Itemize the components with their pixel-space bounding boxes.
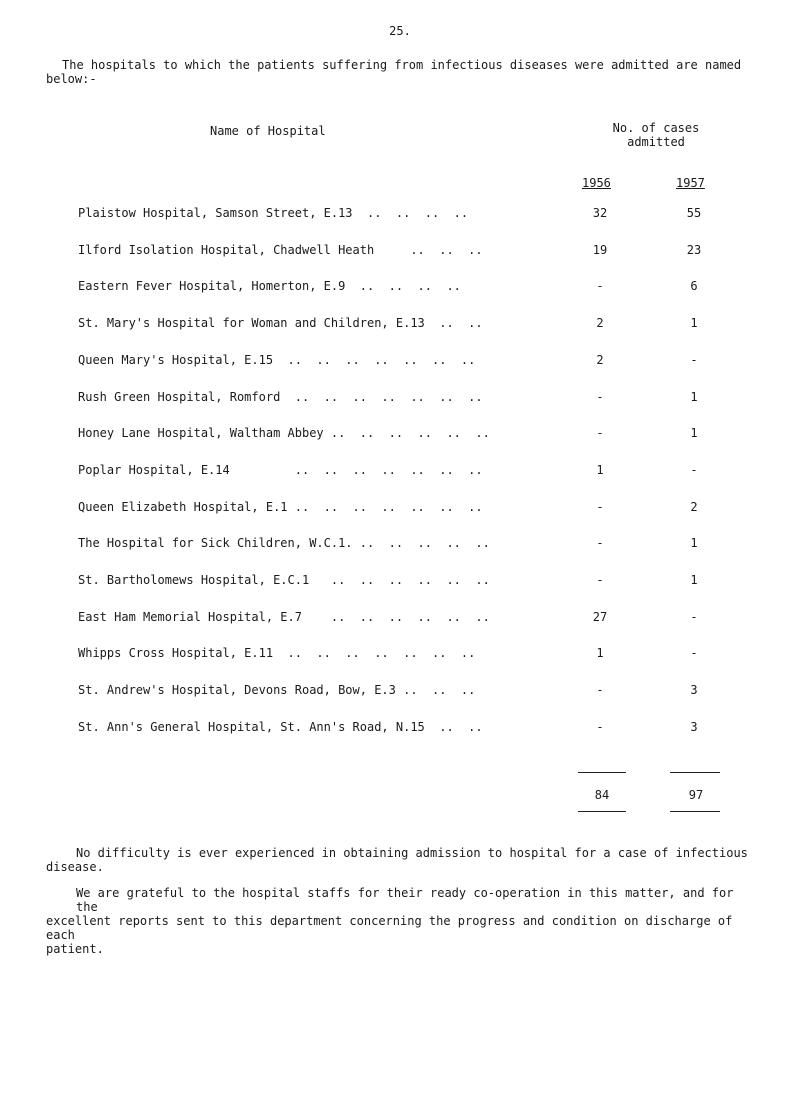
cases-1957: 1	[690, 573, 698, 587]
cases-1956: -	[596, 719, 604, 734]
cases-1956: 2	[596, 316, 604, 331]
hospital-name: Poplar Hospital, E.14 .. .. .. .. .. .. ..	[78, 462, 483, 477]
total-rule-top-1957	[670, 772, 720, 773]
cases-1957: -	[690, 462, 698, 477]
table-row	[78, 720, 738, 736]
admission-line-2: disease.	[46, 860, 104, 874]
hospital-name: The Hospital for Sick Children, W.C.1. .. .. .. .. ..	[78, 536, 490, 551]
cases-1956: -	[596, 279, 604, 294]
table-row	[78, 426, 738, 442]
intro-paragraph	[46, 58, 758, 86]
cases-1957: 1	[690, 536, 698, 551]
table-row	[78, 500, 738, 516]
cases-1957: 1	[690, 389, 698, 404]
admission-paragraph	[46, 846, 758, 874]
table-row	[78, 206, 738, 222]
hospital-name: St. Bartholomews Hospital, E.C.1 .. .. .. .. .. ..	[78, 573, 490, 587]
hospital-name: Eastern Fever Hospital, Homerton, E.9 .. .. .. ..	[78, 279, 461, 294]
hospital-name: Queen Mary's Hospital, E.15 .. .. .. .. .. .. ..	[78, 352, 476, 367]
hospital-name: St. Mary's Hospital for Woman and Children, E.13 .. ..	[78, 316, 483, 331]
cases-1957: 6	[690, 279, 698, 294]
cases-1956: 19	[592, 242, 608, 257]
cases-1957: 23	[686, 242, 702, 257]
total-rule-bottom-1957	[670, 811, 720, 812]
cases-1957: 1	[690, 426, 698, 441]
year-1957-header: 1957	[676, 176, 705, 190]
table-row	[78, 536, 738, 552]
cases-1956: 27	[592, 609, 608, 624]
table-row	[78, 316, 738, 332]
intro-line-1: The hospitals to which the patients suffering from infectious diseases were admitted are named	[62, 58, 742, 72]
hospital-name: Whipps Cross Hospital, E.11 .. .. .. .. .. .. ..	[78, 646, 476, 661]
cases-1956: 32	[592, 206, 608, 220]
hospital-name: St. Andrew's Hospital, Devons Road, Bow, E.3 .. .. ..	[78, 683, 476, 698]
total-1957: 97	[688, 788, 704, 802]
cases-1957: -	[690, 352, 698, 367]
total-rule-top-1956	[578, 772, 626, 773]
admission-line-1: No difficulty is ever experienced in obtaining admission to hospital for a case of infectious	[76, 846, 748, 860]
table-row	[78, 646, 738, 662]
hospital-name: Honey Lane Hospital, Waltham Abbey .. .. .. .. .. ..	[78, 426, 490, 441]
table-row	[78, 463, 738, 479]
total-1956: 84	[594, 788, 610, 802]
cases-1956: -	[596, 499, 604, 514]
cases-1956: 1	[596, 646, 604, 661]
total-rule-bottom-1956	[578, 811, 626, 812]
cases-header-line-1: No. of cases	[612, 121, 700, 135]
hospital-name: Queen Elizabeth Hospital, E.1 .. .. .. .. .. .. ..	[78, 499, 483, 514]
cases-header-line-2: admitted	[627, 135, 685, 149]
table-row	[78, 610, 738, 626]
gratitude-paragraph	[46, 886, 758, 956]
gratitude-line-2: excellent reports sent to this department concerning the progress and condition on discharge of each	[46, 914, 733, 942]
year-1956-header: 1956	[582, 176, 611, 190]
hospital-name: East Ham Memorial Hospital, E.7 .. .. .. .. .. ..	[78, 609, 490, 624]
table-row	[78, 353, 738, 369]
cases-1957: 3	[690, 683, 698, 698]
cases-1956: -	[596, 573, 604, 587]
intro-line-2: below:-	[46, 72, 97, 86]
table-row	[78, 390, 738, 406]
hospital-name: Plaistow Hospital, Samson Street, E.13 .. .. .. ..	[78, 206, 469, 220]
cases-1956: 1	[596, 462, 604, 477]
gratitude-line-3: patient.	[46, 942, 104, 956]
cases-1957: -	[690, 646, 698, 661]
cases-1957: 1	[690, 316, 698, 331]
cases-1956: -	[596, 683, 604, 698]
table-row	[78, 573, 738, 589]
cases-1957: -	[690, 609, 698, 624]
cases-1956: -	[596, 389, 604, 404]
table-row	[78, 279, 738, 295]
table-row	[78, 683, 738, 699]
cases-1957: 55	[686, 206, 702, 220]
page-number: 25.	[389, 24, 411, 38]
cases-1956: -	[596, 426, 604, 441]
table-row	[78, 243, 738, 259]
hospital-name-header: Name of Hospital	[210, 124, 326, 138]
hospital-name: Rush Green Hospital, Romford .. .. .. .. .. .. ..	[78, 389, 483, 404]
cases-1957: 3	[690, 719, 698, 734]
cases-1956: 2	[596, 352, 604, 367]
gratitude-line-1: We are grateful to the hospital staffs for their ready co-operation in this matter, and for the	[76, 886, 734, 914]
cases-1956: -	[596, 536, 604, 551]
hospital-name: Ilford Isolation Hospital, Chadwell Heath .. .. ..	[78, 242, 483, 257]
hospital-name: St. Ann's General Hospital, St. Ann's Road, N.15 .. ..	[78, 719, 483, 734]
cases-admitted-header	[586, 121, 726, 149]
cases-1957: 2	[690, 499, 698, 514]
